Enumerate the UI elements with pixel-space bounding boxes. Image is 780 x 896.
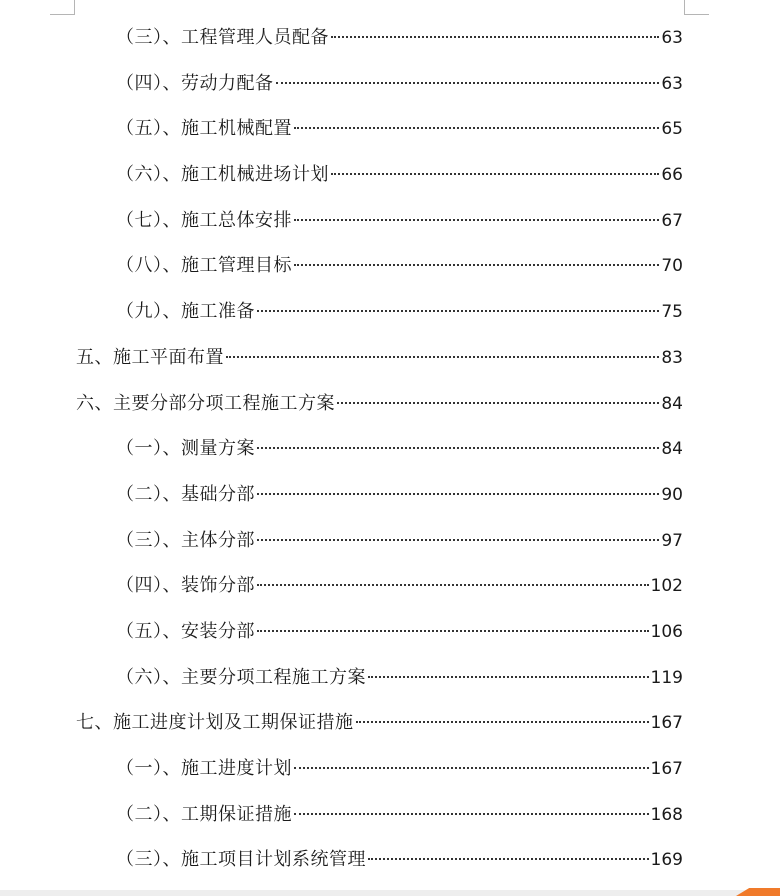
toc-entry-title: （三）、工程管理人员配备 [116,27,329,48]
toc-entry[interactable] [0,701,780,747]
toc-entry-title: （七）、施工总体安排 [116,209,292,231]
dot-leader [356,721,649,723]
dot-leader [331,173,659,175]
dot-leader [368,858,649,860]
dot-leader [331,36,659,38]
dot-leader [257,630,649,632]
toc-entry-title: （一）、施工进度计划 [116,758,292,779]
toc-entry[interactable] [0,199,780,245]
toc-entry[interactable] [0,16,780,62]
toc-entry[interactable] [0,244,780,290]
toc-entry-title: （三）、主体分部 [116,529,255,551]
dot-leader [294,767,649,769]
toc-entry-page: 90 [661,484,683,505]
toc-entry-title: （六）、施工机械进场计划 [116,164,329,186]
dot-leader [276,82,660,84]
toc-entry[interactable] [0,382,780,428]
dot-leader [257,447,659,449]
toc-entry-page: 84 [661,393,683,414]
toc-entry-page: 67 [661,210,683,231]
toc-entry[interactable] [0,153,780,199]
toc-entry-page: 63 [661,73,683,94]
dot-leader [257,539,659,541]
dot-leader [257,493,659,495]
dot-leader [226,356,659,358]
toc-entry[interactable] [0,473,780,519]
toc-entry-title: （一）、测量方案 [116,438,255,460]
toc-entry-page: 169 [650,850,683,871]
toc-entry-page: 119 [650,667,683,688]
toc-entry[interactable] [0,838,780,884]
toc-entry-title: 六、主要分部分项工程施工方案 [76,392,335,414]
toc-entry-page: 66 [661,165,683,186]
toc-entry-title: （五）、安装分部 [116,620,255,642]
toc-entry-title: （二）、工期保证措施 [116,803,292,825]
toc-entry-title: （三）、施工项目计划系统管理 [116,849,366,871]
toc-entry[interactable] [0,336,780,382]
toc-entry-title: （四）、装饰分部 [116,575,255,597]
toc-entry[interactable] [0,290,780,336]
toc-entry-page: 97 [661,530,683,551]
toc-entry-page: 168 [650,804,683,825]
toc-entry-title: （九）、施工准备 [116,301,255,323]
window-bottom-bar [0,890,780,896]
page-corner-mark-right [684,0,709,15]
dot-leader [294,264,659,266]
toc-entry-title: 五、施工平面布置 [76,346,224,368]
toc-entry-page: 106 [650,621,683,642]
toc-entry-page: 83 [661,347,683,368]
toc-entry-title: （二）、基础分部 [116,483,255,505]
dot-leader [368,676,649,678]
toc-entry-title: 七、施工进度计划及工期保证措施 [76,712,354,734]
toc-entry-title: （六）、主要分项工程施工方案 [116,666,366,688]
toc-entry[interactable] [0,610,780,656]
page-corner-mark-left [50,0,75,15]
table-of-contents [0,16,780,884]
toc-entry-page: 65 [661,119,683,140]
toc-entry-title: （五）、施工机械配置 [116,118,292,140]
toc-entry-page: 84 [661,439,683,460]
toc-entry[interactable] [0,793,780,839]
dot-leader [257,310,659,312]
toc-entry[interactable] [0,107,780,153]
toc-entry-page: 70 [661,256,683,277]
toc-entry[interactable] [0,656,780,702]
toc-entry-page: 63 [661,28,683,48]
dot-leader [257,584,649,586]
toc-entry-title: （四）、劳动力配备 [116,72,274,94]
dot-leader [337,402,659,404]
toc-entry-page: 167 [650,759,683,779]
toc-entry-page: 75 [661,302,683,323]
toc-entry-page: 167 [650,713,683,734]
dot-leader [294,127,659,129]
toc-entry[interactable] [0,62,780,108]
toc-entry[interactable] [0,427,780,473]
dot-leader [294,813,649,815]
toc-entry[interactable] [0,519,780,565]
toc-entry[interactable] [0,564,780,610]
toc-entry-page: 102 [650,576,683,597]
dot-leader [294,219,659,221]
toc-entry[interactable] [0,747,780,793]
toc-entry-title: （八）、施工管理目标 [116,255,292,277]
